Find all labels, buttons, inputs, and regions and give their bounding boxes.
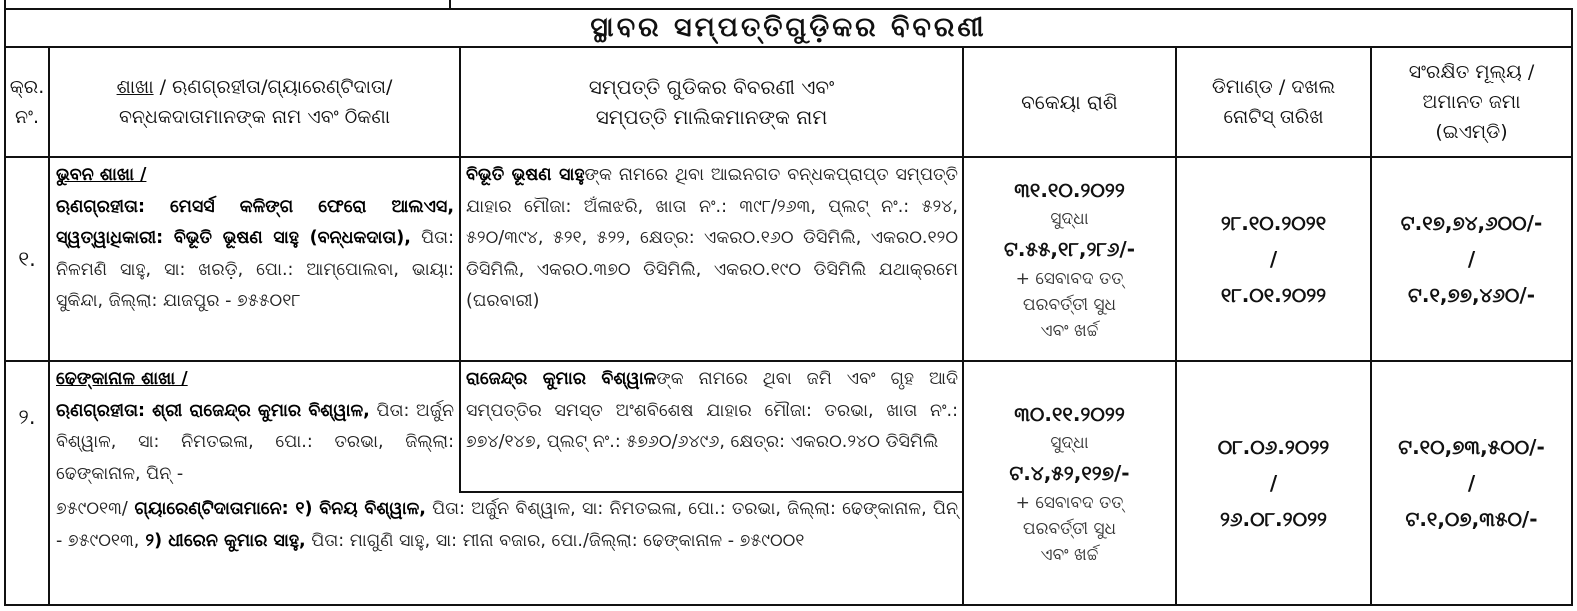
row1-amount-note-3: ଏବଂ ଖର୍ଚ୍ଚ (1040, 321, 1099, 341)
header-property (461, 48, 962, 156)
row2-serial-text: ୨. (18, 404, 36, 429)
row2-reserve-price: ଟ.୧୦,୭୩,୫୦୦/- (1398, 435, 1545, 459)
row2-branch: ଢେଙ୍କାନାଳ ଶାଖା / (56, 369, 188, 389)
header-reserve-line-1: ସଂରକ୍ଷିତ ମୂଲ୍ୟ / (1408, 61, 1535, 83)
row1-reserve-price: ଟ.୧୭,୭୪,୬୦୦/- (1400, 211, 1543, 235)
row2-guarantor-2-label: ୨) ଧୀରେନ କୁମାର ସାହୁ, (139, 530, 306, 551)
row1-amount-upto: ସୁଦ୍ଧା (1050, 209, 1089, 229)
header-notice-line-2: ନୋଟିସ୍ ତାରିଖ (1223, 106, 1324, 128)
row1-owner: ବିଭୂତି ଭୂଷଣ ସାହୁ (466, 165, 585, 185)
header-serial-line-1: କ୍ର. (9, 76, 45, 98)
row2-outstanding (964, 362, 1175, 604)
header-outstanding-text: ବକେୟା ରାଶି (1021, 90, 1118, 114)
row2-demand-date: ୦୮.୦୬.୨୦୨୨ (1217, 435, 1330, 459)
row2-date-separator: / (1269, 471, 1278, 495)
property-cell-bottom-row2 (459, 491, 964, 493)
row2-borrower-rest: ପିତା: ଅର୍ଜୁନ ବିଶ୍ୱାଳ, ସା: ନିମତଇଳା, ପୋ.: ତରଭା, ଜିଲ୍ଲା: ଢେଙ୍କାନାଳ, ପିନ୍ - (56, 400, 454, 484)
row1-amount-note-2: ପରବର୍ତ୍ତୀ ସୁଧ (1022, 295, 1117, 315)
header-branch-underlined: ଶାଖା (116, 76, 154, 98)
header-branch-line-2: ବନ୍ଧକଦାତାମାନଙ୍କ ନାମ ଏବଂ ଠିକଣା (118, 106, 391, 128)
row1-demand-date: ୨୮.୧୦.୨୦୨୧ (1220, 211, 1327, 235)
row2-guarantor-2-rest: ପିତା: ମାଗୁଣି ସାହୁ, ସା: ମୀନା ବଜାର, ପୋ./ଜିଲ୍ଲା: ଢେଙ୍କାନାଳ - ୭୫୯୦୦୧ (305, 530, 805, 551)
row2-amount-date: ୩୦.୧୧.୨୦୨୨ (1014, 402, 1125, 426)
row1-amount: ଟ.୫୫,୧୮,୨୮୬/- (1003, 237, 1136, 261)
header-outstanding (964, 48, 1175, 156)
row2-property (466, 364, 958, 490)
top-fragment-left (4, 0, 6, 10)
header-serial-line-2: ନଂ. (14, 106, 39, 128)
row2-guarantor-pin: ୭୫୯୦୧୩/ (56, 499, 128, 519)
row2-emd: ଟ.୧,୦୭,୩୫୦/- (1405, 507, 1538, 531)
notice-title (4, 10, 1573, 46)
row2-amount-upto: ସୁଦ୍ଧା (1050, 433, 1089, 453)
property-notice-table (4, 0, 1573, 606)
row2-borrower (56, 364, 454, 492)
header-branch-line-1 (117, 72, 393, 102)
header-notice-line-1: ଡିମାଣ୍ଡ / ଦଖଲ (1211, 76, 1336, 98)
row1-amount-note-1: + ସେବାବଦ ତତ୍ (1015, 269, 1124, 289)
row2-reserve-separator: / (1467, 471, 1476, 495)
row2-reserve (1372, 362, 1571, 604)
row1-amount-date: ୩୧.୧୦.୨୦୨୨ (1014, 178, 1125, 202)
row2-guarantor-1-rest: ପିତା: ଅର୍ଜୁନ ବିଶ୍ୱାଳ, ସା: ନିମତଇଳା, ପୋ.: ତରଭା, ଜିଲ୍ଲା: ଢେଙ୍କାନାଳ, ପିନ୍ - ୭୫୯୦୧୩, (56, 499, 958, 551)
row1-reserve-separator: / (1467, 247, 1476, 271)
row2-property-rest: ଙ୍କ ନାମରେ ଥିବା ଜମି ଏବଂ ଗୃହ ଆଦି ସମ୍ପତ୍ତିର ସମସ୍ତ ଅଂଶବିଶେଷ ଯାହାର ମୌଜା: ତରଭା, ଖାତା ନଂ.: ୭୭୪/୧୪୭, ପ୍ଲଟ୍ ନଂ.: ୫୭୬୦/୬୪୯୬, କ୍ଷେତ୍ର: ଏକର୦.୨୪୦ ଡିସିମିଲି (466, 369, 958, 453)
row1-notice-dates (1177, 158, 1370, 360)
col-rule-2-lower (459, 360, 461, 492)
row1-serial-text: ୧. (18, 246, 36, 271)
row2-amount-note-1: + ସେବାବଦ ତତ୍ (1015, 493, 1124, 513)
row2-amount: ଟ.୪,୫୨,୧୨୭/- (1009, 461, 1130, 485)
row1-property-rest: ଙ୍କ ନାମରେ ଥିବା ଆଇନଗତ ବନ୍ଧକପ୍ରାପ୍ତ ସମ୍ପତ୍ତି ଯାହାର ମୌଜା: ଅଁଳାଝରି, ଖାତା ନଂ.: ୩୯୮/୨୬୩, ପ୍ଲଟ୍ ନଂ.: ୫୨୪, ୫୨୦/୩୯୪, ୫୨୧, ୫୨୨, କ୍ଷେତ୍ର: ଏକର୦.୧୬୦ ଡିସିମିଲି, ଏକର୦.୧୨୦ ଡିସିମିଲି, ଏକର୦.୩୭୦ ଡିସିମିଲି, ଏକର୦.୧୯୦ ଡିସିମିଲି ଯଥାକ୍ରମେ (ଘରବାରୀ) (466, 165, 958, 312)
row1-emd: ଟ.୧,୭୭,୪୬୦/- (1407, 283, 1536, 307)
top-fragment-right (449, 0, 451, 10)
row2-possession-date: ୨୬.୦୮.୨୦୨୨ (1220, 507, 1327, 531)
row1-branch: ଭୁବନ ଶାଖା / (56, 165, 147, 185)
row2-notice-dates (1177, 362, 1370, 604)
notice-title-text: ସ୍ଥାବର ସମ୍ପତ୍ତିଗୁଡ଼ିକର ବିବରଣୀ (590, 12, 987, 43)
header-branch (50, 48, 459, 156)
row1-outstanding (964, 158, 1175, 360)
header-serial (6, 48, 48, 156)
row2-guarantor-label: ଗ୍ୟାରେଣ୍ଟିଦାତାମାନେ: ୧) ବିନୟ ବିଶ୍ୱାଳ, (127, 499, 426, 519)
row1-borrower (56, 160, 454, 358)
row1-possession-date: ୧୮.୦୧.୨୦୨୨ (1220, 283, 1327, 307)
header-property-line-2: ସମ୍ପତ୍ତି ମାଲିକମାନଙ୍କ ନାମ (595, 105, 828, 129)
row2-amount-note-2: ପରବର୍ତ୍ତୀ ସୁଧ (1022, 519, 1117, 539)
header-reserve (1372, 48, 1571, 156)
row1-date-separator: / (1269, 247, 1278, 271)
header-notice-date (1177, 48, 1370, 156)
row2-guarantors (56, 494, 958, 604)
row1-borrower-label: ଋଣଗ୍ରହୀତା: ମେସର୍ସ କଳିଙ୍ଗ ଫେରୋ ଆଲଏସ, ସ୍ୱତ୍ୱାଧିକାରୀ: ବିଭୂତି ଭୂଷଣ ସାହୁ (ବନ୍ଧକଦାତା), (56, 196, 454, 249)
header-branch-rest: / ଋଣଗ୍ରହୀତା/ଗ୍ୟାରେଣ୍ଟିଦାତା/ (153, 76, 393, 98)
row2-serial (6, 362, 48, 472)
row2-borrower-label: ଋଣଗ୍ରହୀତା: ଶ୍ରୀ ରାଜେନ୍ଦ୍ର କୁମାର ବିଶ୍ୱାଳ, (56, 400, 370, 421)
row1-property (466, 160, 958, 358)
row1-reserve (1372, 158, 1571, 360)
header-reserve-line-2: ଅମାନତ ଜମା (1422, 91, 1521, 113)
header-property-line-1: ସମ୍ପତ୍ତି ଗୁଡିକର ବିବରଣୀ ଏବଂ (588, 75, 835, 99)
row1-borrower-rest: ପିତା: ନିଳମଣି ସାହୁ, ସା: ଖରଡ଼ି, ପୋ.: ଆମ୍ପୋଲବା, ଭାୟା: ସୁକିନ୍ଦା, ଜିଲ୍ଲା: ଯାଜପୁର - ୭୫୫୦୧୮ (56, 228, 454, 312)
row2-amount-note-3: ଏବଂ ଖର୍ଚ୍ଚ (1040, 545, 1099, 565)
header-reserve-line-3: (ଇଏମ୍‌ଡି) (1435, 121, 1508, 143)
row1-serial (6, 158, 48, 360)
row2-owner: ରାଜେନ୍ଦ୍ର କୁମାର ବିଶ୍ୱାଳ (466, 369, 657, 389)
